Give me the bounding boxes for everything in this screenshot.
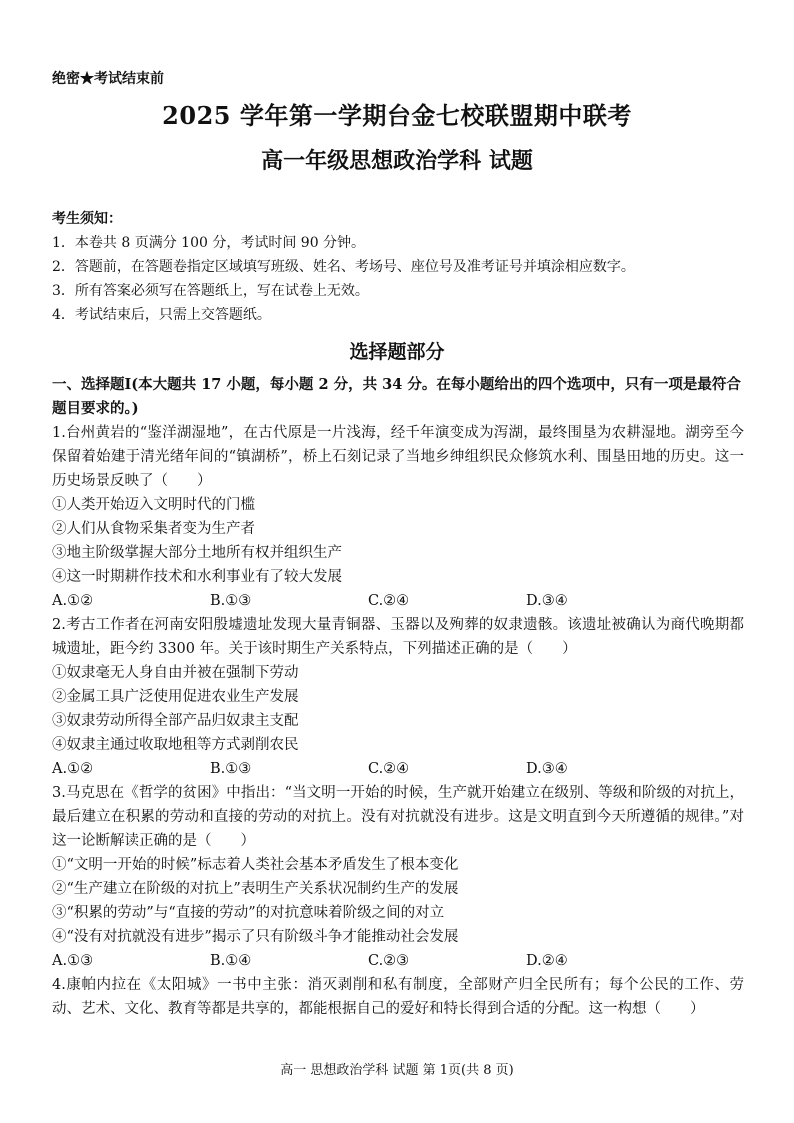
statement: ②“生产建立在阶级的对抗上”表明生产关系状况制约生产的发展 (52, 881, 459, 897)
statement: ④“没有对抗就没有进步”揭示了只有阶级斗争才能推动社会发展 (52, 929, 459, 945)
statement: ③地主阶级掌握大部分土地所有权并组织生产 (52, 545, 342, 561)
notice-item: 3．所有答案必须写在答题纸上，写在试卷上无效。 (52, 283, 369, 299)
question-stem: 1.台州黄岩的“鉴洋湖湿地”，在古代原是一片浅海，经千年演变成为泻湖，最终围垦为农耕湿地。湖旁至今保留着始建于清光绪年间的“镇湖桥”，桥上石刻记录了当地乡绅组织民众修筑水利、围垦田地的历史。这一历史场景反映了（ ） (52, 425, 744, 489)
option-b: B.①④ (210, 953, 252, 969)
option-b: B.①③ (210, 761, 252, 777)
option-d: D.③④ (526, 593, 568, 609)
notice-item: 4．考试结束后，只需上交答题纸。 (52, 307, 271, 323)
option-c: C.②④ (368, 761, 410, 777)
answer-options (52, 949, 744, 973)
option-c: C.②④ (368, 593, 410, 609)
answer-options (52, 589, 744, 613)
question-stem: 3.马克思在《哲学的贫困》中指出：“当文明一开始的时候，生产就开始建立在级别、等级和阶级的对抗上，最后建立在积累的劳动和直接的劳动的对抗上。没有对抗就没有进步。这是文明直到今天所遵循的规律。”对这一论断解读正确的是（ ） (52, 785, 744, 849)
statement: ④奴隶主通过收取地租等方式剥削农民 (52, 737, 299, 753)
notice-item: 1．本卷共 8 页满分 100 分，考试时间 90 分钟。 (52, 235, 366, 251)
exam-subtitle: 高一年级思想政治学科 试题 (261, 148, 533, 174)
candidate-notice (52, 207, 752, 327)
section-instruction: 一、选择题Ⅰ(本大题共 17 小题，每小题 2 分，共 34 分。在每小题给出的四个选项中，只有一项是最符合题目要求的。) (52, 376, 741, 417)
question-2 (52, 613, 744, 781)
answer-options (52, 757, 744, 781)
statement: ①奴隶毫无人身自由并被在强制下劳动 (52, 665, 299, 681)
question-3 (52, 781, 744, 973)
statement: ③奴隶劳动所得全部产品归奴隶主支配 (52, 713, 299, 729)
question-1 (52, 421, 744, 613)
questions-area (52, 373, 744, 1021)
option-b: B.①③ (210, 593, 252, 609)
statement: ④这一时期耕作技术和水利事业有了较大发展 (52, 569, 342, 585)
notice-item: 2．答题前，在答题卷指定区域填写班级、姓名、考场号、座位号及准考证号并填涂相应数字。 (52, 259, 635, 275)
option-d: D.②④ (526, 953, 568, 969)
question-4 (52, 973, 744, 1021)
notice-heading: 考生须知： (52, 211, 122, 227)
confidential-label: 绝密★考试结束前 (52, 71, 164, 87)
question-stem: 4.康帕内拉在《太阳城》一书中主张：消灭剥削和私有制度，全部财产归全民所有；每个公民的工作、劳动、艺术、文化、教育等都是共享的，都能根据自己的爱好和特长得到合适的分配。这一构想（ ） (52, 977, 744, 1017)
statement: ①人类开始迈入文明时代的门槛 (52, 497, 255, 513)
section-title: 选择题部分 (349, 341, 445, 363)
exam-title: 2025 学年第一学期台金七校联盟期中联考 (162, 101, 632, 130)
option-a: A.①② (52, 593, 94, 609)
option-a: A.①② (52, 761, 94, 777)
option-a: A.①③ (52, 953, 94, 969)
statement: ②金属工具广泛使用促进农业生产发展 (52, 689, 299, 705)
statement: ①“文明一开始的时候”标志着人类社会基本矛盾发生了根本变化 (52, 857, 459, 873)
page-footer: 高一 思想政治学科 试题 第 1页(共 8 页) (280, 1063, 514, 1078)
statement: ③“积累的劳动”与“直接的劳动”的对抗意味着阶级之间的对立 (52, 905, 445, 921)
option-d: D.③④ (526, 761, 568, 777)
statement: ②人们从食物采集者变为生产者 (52, 521, 255, 537)
question-stem: 2.考古工作者在河南安阳殷墟遗址发现大量青铜器、玉器以及殉葬的奴隶遗骸。该遗址被确认为商代晚期都城遗址，距今约 3300 年。关于该时期生产关系特点，下列描述正确的是（ ） (52, 617, 744, 657)
option-c: C.②③ (368, 953, 410, 969)
